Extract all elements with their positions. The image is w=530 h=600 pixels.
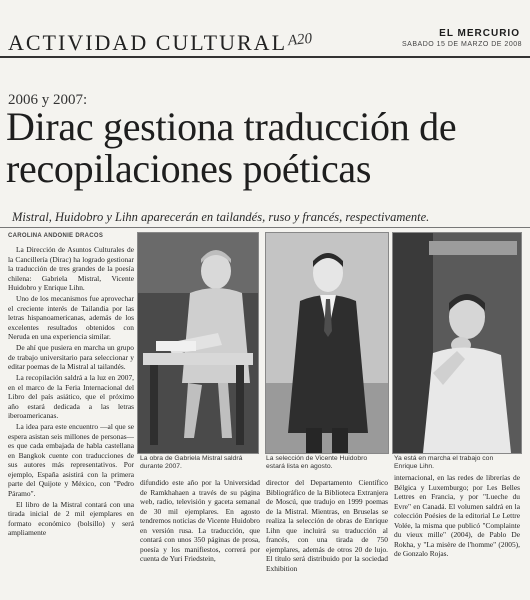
article-column-3 [266, 478, 388, 600]
article-column-1 [8, 245, 134, 600]
portrait-illustration [393, 233, 521, 453]
paragraph: La idea para este encuentro —al que se espera asistan seis millones de personas— es que cada embajada de habla castellana en Bangkok cuente con traducciones de sus autores más representativos. Por ejemplo, España asistirá con la primera parte del Quijote y México, con "Pedro Páramo". [8, 422, 134, 498]
article-column-4 [394, 473, 520, 600]
paragraph: La Dirección de Asuntos Culturales de la Cancillería (Dirac) ha logrado gestionar la traducción de tres grandes de la poesía chilena: Gabriela Mistral, Vicente Huidobro y Enrique Lihn. [8, 245, 134, 292]
newspaper-name: EL MERCURIO [439, 28, 520, 39]
portrait-illustration [138, 233, 258, 453]
paragraph: De ahí que pusiera en marcha un grupo de trabajo universitario para seleccionar y editar poemas de la Mistral al tailandés. [8, 343, 134, 371]
article-column-2 [140, 478, 260, 600]
paragraph: director del Departamento Científico Bibliográfico de la Biblioteca Extranjera de Moscú, que tradujo en 1999 poemas de la Mistral. Mientras, en Bruselas se realiza la selección de obras de Enrique Lihn que incluirá su traducción al francés, con una tirada de 750 ejemplares, además de otros 20 de lujo. El título será distribuido por la sociedad Exhibition [266, 478, 388, 573]
headline: Dirac gestiona traducción de recopilaciones poéticas [6, 104, 457, 191]
section-title: ACTIVIDAD CULTURAL [8, 30, 288, 55]
paragraph: Uno de los mecanismos fue aprovechar el creciente interés de Tailandia por las letras hispanoamericanas, además de los excelentes resultados obtenidos con Neruda en una experiencia similar. [8, 294, 134, 341]
photo-caption: La selección de Vicente Huidobro estará lista en agosto. [266, 455, 368, 470]
paragraph: El libro de la Mistral contará con una tirada inicial de 2 mil ejemplares en formato económico (bolsillo) y será ampliamente [8, 499, 134, 537]
photo-caption: La obra de Gabriela Mistral saldrá durante 2007. [140, 455, 243, 470]
handwritten-mark: A20 [287, 30, 313, 50]
photo-enrique-lihn [392, 232, 522, 454]
photo-caption: Ya está en marcha el trabajo con Enrique Lihn. [394, 455, 494, 470]
subhead-rule [0, 227, 530, 228]
publication-date: SABADO 15 DE MARZO DE 2008 [402, 41, 522, 48]
subhead: Mistral, Huidobro y Lihn aparecerán en tailandés, ruso y francés, respectivamente. [12, 210, 430, 224]
header-rule [0, 56, 530, 58]
kicker: 2006 y 2007: [8, 92, 88, 108]
paragraph: La recopilación saldrá a la luz en 2007, en el marco de la Feria Internacional del Libro del país asiático, que el próximo año estará dedicada a las letras iberoamericanas. [8, 373, 134, 420]
portrait-illustration [266, 233, 388, 453]
paragraph: internacional, en las redes de librerías de Bélgica y Luxemburgo; por Les Belles Lettres en Francia, y por "Lueche du Evre" en Canadá. El volumen saldrá en la colección Poésies de la editorial Le Lettre Volée, la misma que publicó "Complainte du vieux mille" (2004), de Pablo De Rokha, y "La misère de l'homme" (2005), de Gonzalo Rojas. [394, 473, 520, 558]
paragraph: difundido este año por la Universidad de Ramkhahaen a través de su página web, radio, televisión y gaceta semanal de 30 mil ejemplares. En agosto tendremos noticias de Vicente Huidobro en versión rusa. La traducción, que contará con unos 350 páginas de prosa, poesía y los manifiestos, correrá por cuenta de Yuri Friedstein, [140, 478, 260, 563]
photo-gabriela-mistral [137, 232, 259, 454]
photo-vicente-huidobro [265, 232, 389, 454]
byline: CAROLINA ANDONIE DRACOS [8, 233, 104, 239]
